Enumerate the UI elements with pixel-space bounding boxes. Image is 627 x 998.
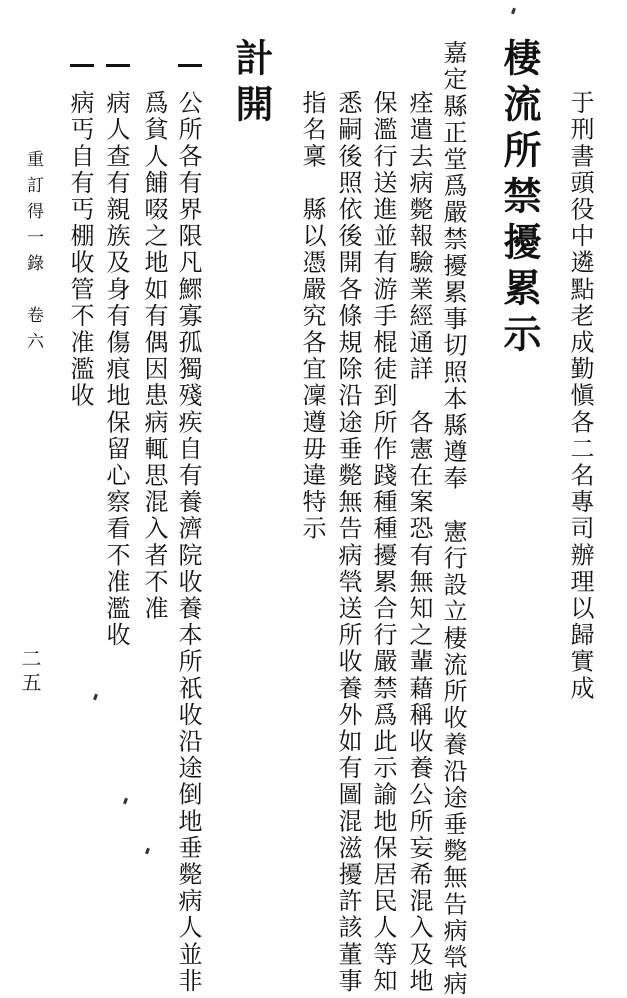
list-item-marker [70,64,94,67]
list-heading: 計開 [229,38,274,130]
text-column-5: 保濫行送進並有游手棍徒到所作踐種種擾累合行嚴禁爲此示諭地保居民人等知 [369,90,397,995]
section-title: 棲流所禁擾累示 [497,38,542,360]
list-item-3: 病丐自有丐棚收管不准濫收 [66,90,94,410]
print-speck [93,694,98,701]
running-footer: 重訂得一錄 卷六 [23,150,43,358]
print-speck [511,8,516,15]
list-item-1-line-1: 公所各有界限凡鰥寡孤獨殘疾自有養濟院收養本所祇收沿途倒地垂斃病人並非 [174,90,202,995]
list-item-1-line-2: 爲貧人餔啜之地如有偶因患病輒思混入者不准 [140,90,168,622]
list-item-marker [106,64,130,67]
text-column-4: 痊遣去病斃報驗業經通詳 各憲在案恐有無知之輩藉稱收養公所妄希混入及地 [405,90,433,995]
list-item-2: 病人查有親族及身有傷痕地保留心察看不准濫收 [102,90,130,649]
text-column-6: 悉嗣後照依後開各條規除沿途垂斃無告病煢送所收養外如有圖混滋擾許該董事 [334,90,362,995]
text-column-7: 指名稟 縣以憑嚴究各宜凜遵毋違特示 [298,90,326,543]
text-column-1: 于刑書頭役中遴點老成勤愼各二名專司辦理以歸實成 [566,90,594,702]
list-item-marker [178,64,202,67]
print-speck [123,798,128,805]
page-number: 二五 [18,648,42,696]
text-column-3: 嘉定縣正堂爲嚴禁擾累事切照本縣遵奉 憲行設立棲流所收養沿途垂斃無告病煢病 [439,40,467,998]
print-speck [145,848,150,855]
